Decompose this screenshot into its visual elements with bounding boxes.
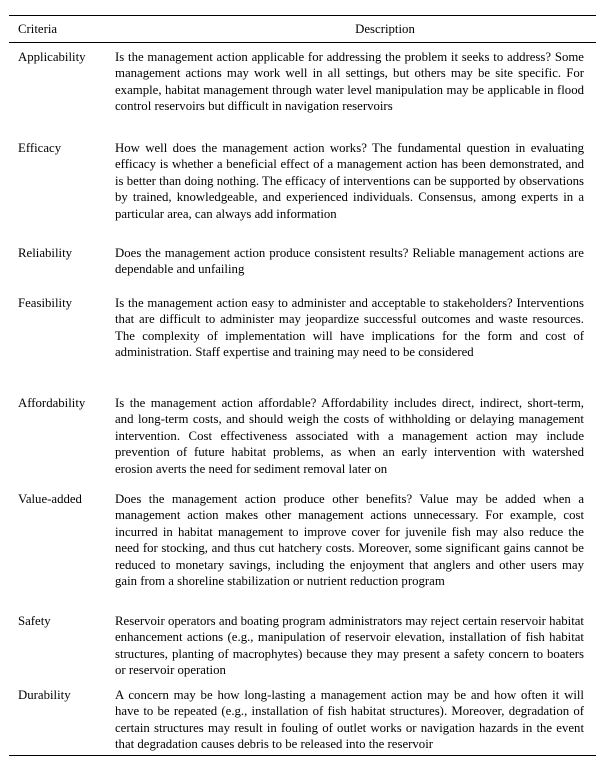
description-applicability: Is the management action applicable for addressing the problem it seeks to address? Some management actions may work well in all settings, but others may be site specific. For example, habitat management through water level manipulation may be applicable in flood control reservoirs but difficult in navigation reservoirs xyxy=(115,50,584,114)
criterion-durability: Durability xyxy=(18,688,71,702)
description-reliability: Does the management action produce consistent results? Reliable management actions are dependable and unfailing xyxy=(115,246,584,277)
header-description: Description xyxy=(355,22,415,36)
criterion-safety: Safety xyxy=(18,614,51,628)
criterion-reliability: Reliability xyxy=(18,246,73,260)
description-durability: A concern may be how long-lasting a management action may be and how often it will have to be repeated (e.g., installation of fish habitat structures). Moreover, degradation of certain structures may result in fouling of outlet works or navigation hazards in the event that degradation causes debris to be released into the reservoir xyxy=(115,688,584,752)
criterion-feasibility: Feasibility xyxy=(18,296,73,310)
criterion-value-added: Value-added xyxy=(18,492,82,506)
description-efficacy: How well does the management action works? The fundamental question in evaluating efficacy is whether a beneficial effect of a management action has been demonstrated, and is better than doing nothing. The efficacy of interventions can be supported by observations by trained, knowledgeable, and experienced individuals. Consensus, among experts in a particular area, can always add information xyxy=(115,141,584,221)
criterion-applicability: Applicability xyxy=(18,50,86,64)
criterion-affordability: Affordability xyxy=(18,396,86,410)
description-affordability: Is the management action affordable? Affordability includes direct, indirect, short-term, and long-term costs, and should weigh the costs of withholding or delaying management intervention. Cost effectiveness associated with a management action may include prevention of future habitat problems, as when an early intervention with watershed erosion averts the need for sediment removal later on xyxy=(115,396,584,476)
table-top-rule xyxy=(9,15,596,16)
header-criteria: Criteria xyxy=(18,22,58,36)
criterion-efficacy: Efficacy xyxy=(18,141,62,155)
description-safety: Reservoir operators and boating program administrators may reject certain reservoir habitat enhancement actions (e.g., manipulation of reservoir elevation, installation of fish habitat structures, planting of macrophytes) because they may present a safety concern to boaters or reservoir operation xyxy=(115,614,584,678)
description-value-added: Does the management action produce other benefits? Value may be added when a management action makes other management actions unnecessary. For example, cost incurred in habitat management to improve cover for juvenile fish may also reduce the need for stocking, and thus cut hatchery costs. Moreover, some significant gains cannot be reduced to monetary savings, including the enjoyment that anglers and other users may gain from a shoreline stabilization or nutrient reduction program xyxy=(115,492,584,589)
table-bottom-rule xyxy=(9,755,596,756)
description-feasibility: Is the management action easy to administer and acceptable to stakeholders? Interventions that are difficult to administer may jeopardize successful outcomes and waste resources. The complexity of implementation will have implications for the form and cost of administration. Staff expertise and training may need to be considered xyxy=(115,296,584,360)
header-bottom-rule xyxy=(9,42,596,43)
